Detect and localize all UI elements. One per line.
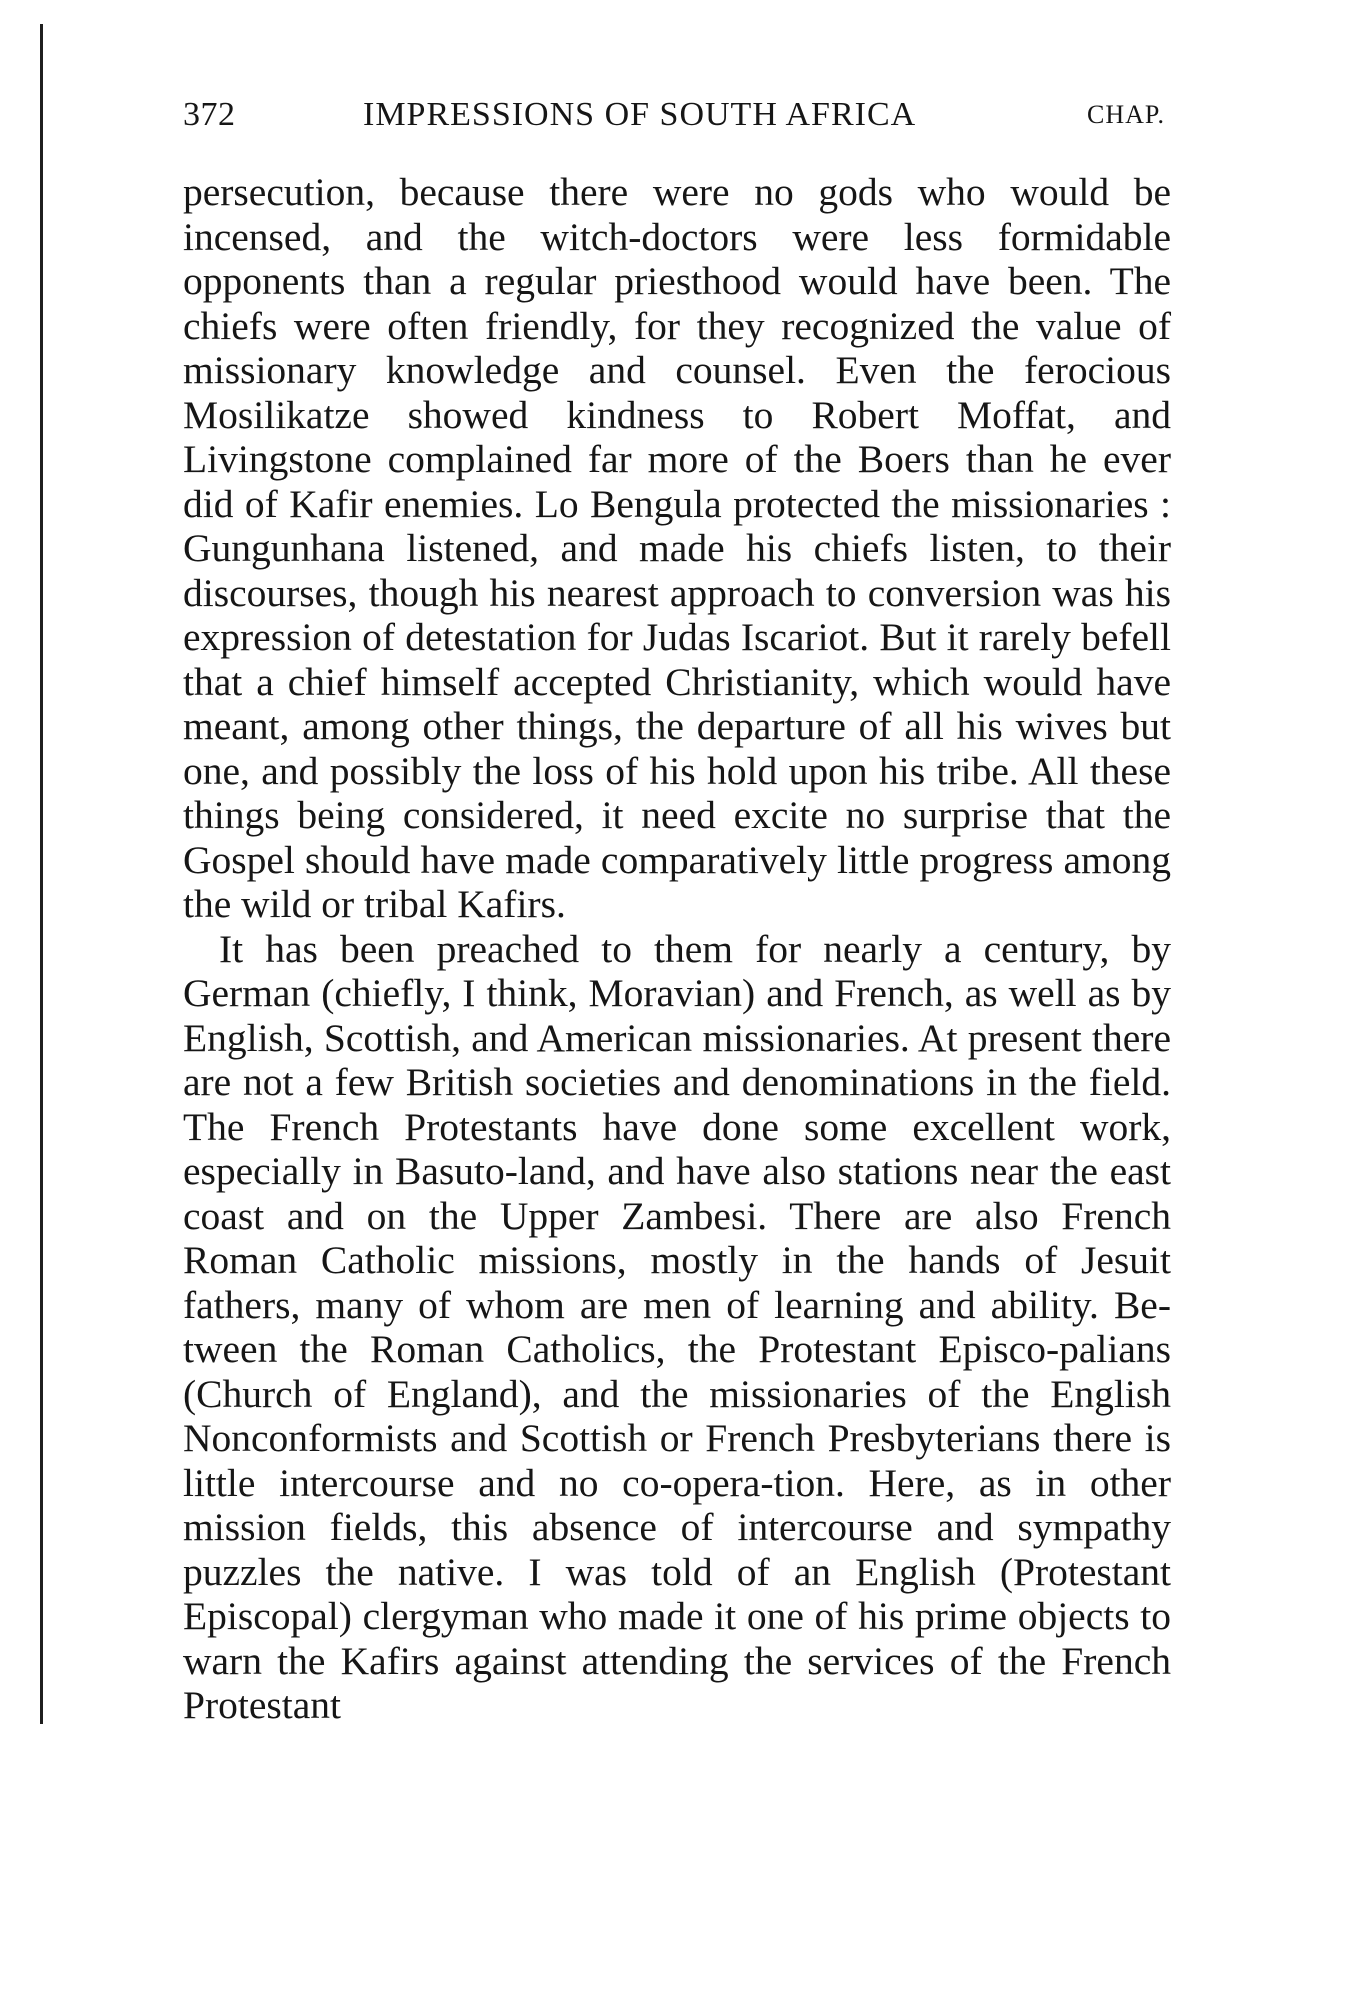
paragraph: It has been preached to them for nearly a century, by German (chiefly, I think, Moravian) and French, as well as by English, Scottish, and American missionaries. At present there are not a few British societies and denominations in the field. The French Protestants have done some excellent work, especially in Basuto-land, and have also stations near the east coast and on the Upper Zambesi. There are also French Roman Catholic missions, mostly in the hands of Jesuit fathers, many of whom are men of learning and ability. Be-tween the Roman Catholics, the Protestant Episco-palians (Church of England), and the missionaries of the English Nonconformists and Scottish or French Presbyterians there is little intercourse and no co-opera-tion. Here, as in other mission fields, this absence of intercourse and sympathy puzzles the native. I was told of an English (Protestant Episcopal) clergyman who made it one of his prime objects to warn the Kafirs against attending the services of the French Protestant [183, 926, 1171, 1727]
paragraph-continued: persecution, because there were no gods who would be incensed, and the witch-doctors were less formidable opponents than a regular priesthood would have been. The chiefs were often friendly, for they recognized the value of missionary knowledge and counsel. Even the ferocious Mosilikatze showed kindness to Robert Moffat, and Livingstone complained far more of the Boers than he ever did of Kafir enemies. Lo Bengula protected the missionaries : Gungunhana listened, and made his chiefs listen, to their discourses, though his nearest approach to conversion was his expression of detestation for Judas Iscariot. But it rarely befell that a chief himself accepted Christianity, which would have meant, among other things, the departure of all his wives but one, and possibly the loss of his hold upon his tribe. All these things being considered, it need excite no surprise that the Gospel should have made comparatively little progress among the wild or tribal Kafirs. [183, 170, 1171, 926]
running-title: IMPRESSIONS OF SOUTH AFRICA [363, 96, 917, 133]
chapter-mark: CHAP. [1087, 100, 1165, 129]
running-head [183, 96, 1183, 136]
page-number: 372 [183, 96, 236, 133]
body-text [183, 170, 1171, 1728]
page-binding-edge [40, 24, 43, 1724]
